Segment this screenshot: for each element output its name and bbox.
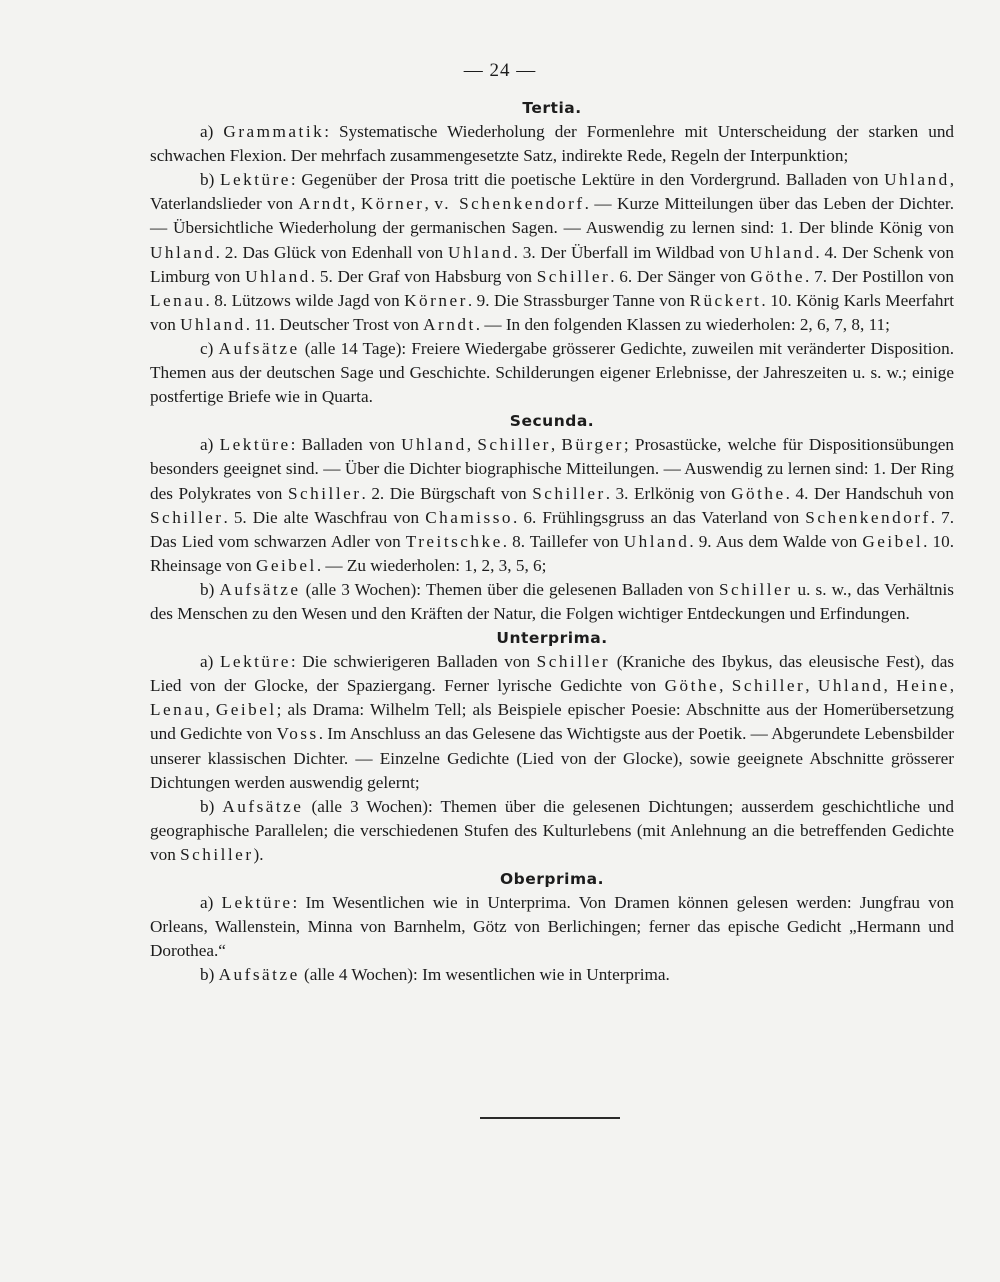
text-run: . 10. Rheinsage von — [150, 531, 955, 575]
spaced-emphasis: Lektüre — [219, 170, 291, 190]
section — [150, 409, 954, 626]
text-run: . Im Anschluss an das Gelesene das Wichtigste aus der Poetik. — Abgerundete Lebensbilder unserer klassischen Dichter. — Einzelne Gedichte (Lied von der Glocke), sowie geeignete Abschnitte grösserer Dichtungen werden auswendig gelernt; — [150, 724, 954, 792]
spaced-emphasis: Uhland — [749, 242, 816, 262]
text-run: ; Prosastücke, welche für Dispositionsübungen besonders geeignet sind. — Über die Dichter biographische Mitteilungen. — Auswendig zu lernen sind: 1. Der Ring des Polykrates von — [150, 435, 955, 503]
text-run: . 2. Die Bürgschaft von — [361, 483, 533, 503]
spaced-emphasis: Aufsätze — [218, 965, 300, 985]
text-run: . 3. Der Überfall im Wildbad von — [513, 242, 750, 262]
spaced-emphasis: Bürger — [561, 435, 624, 455]
text-run: b) — [200, 965, 219, 985]
spaced-emphasis: Lektüre — [221, 893, 293, 913]
spaced-emphasis: Geibel — [255, 555, 317, 575]
spaced-emphasis: Uhland — [401, 435, 467, 455]
paragraph — [150, 578, 954, 626]
section-heading: Secunda. — [509, 412, 595, 431]
text-run: (alle 3 Wochen): Themen über die gelesenen Balladen von — [300, 579, 719, 599]
spaced-emphasis: Uhland — [245, 266, 311, 286]
text-run: . 7. Der Postillon von — [805, 266, 954, 286]
spaced-emphasis: Körner — [404, 290, 468, 310]
spaced-emphasis: Lenau — [150, 290, 206, 310]
paragraph — [150, 168, 954, 337]
text-run: , Vaterlandslieder von — [150, 170, 954, 214]
text-run: c) — [200, 338, 219, 358]
spaced-emphasis: Aufsätze — [218, 338, 300, 358]
spaced-emphasis: Arndt — [423, 314, 476, 334]
text-run: : Im Wesentlichen wie in Unterprima. Von Dramen können gelesen werden: Jungfrau von Orleans, Wallenstein, Minna von Barnhelm, Götz von Berlichingen; ferner das epische Gedicht „Hermann und Dorothea.“ — [150, 893, 954, 961]
text-run: . — Kurze Mitteilungen über das Leben der Dichter. — Übersichtliche Wiederholung der germanischen Sagen. — Auswendig zu lernen sind: 1. Der blinde König von — [150, 194, 955, 238]
spaced-emphasis: Körner — [360, 194, 425, 214]
paragraph — [150, 120, 954, 168]
paragraph — [150, 433, 954, 578]
spaced-emphasis: Schiller — [287, 483, 362, 503]
spaced-emphasis: Uhland — [884, 170, 950, 190]
spaced-emphasis: Uhland — [447, 242, 514, 262]
spaced-emphasis: v. Schenkendorf — [434, 194, 585, 214]
text-run: . 4. Der Schenk von Limburg von — [150, 242, 954, 286]
text-run: (Kraniche des Ibykus, das eleusische Fest), das Lied von der Glocke, der Spaziergang. Ferner lyrische Gedichte von — [150, 652, 955, 696]
section-heading: Unterprima. — [496, 629, 608, 648]
spaced-emphasis: Schiller — [150, 507, 224, 527]
text-run: , — [466, 435, 478, 455]
paragraph — [150, 891, 954, 963]
spaced-emphasis: Uhland — [623, 531, 690, 551]
text-run: . 6. Frühlingsgruss an das Vaterland von — [513, 507, 806, 527]
spaced-emphasis: Uhland — [150, 242, 216, 262]
spaced-emphasis: Aufsätze — [219, 579, 301, 599]
text-run: , — [883, 676, 897, 696]
text-run: . 9. Aus dem Walde von — [689, 531, 863, 551]
spaced-emphasis: Lektüre — [219, 652, 291, 672]
paragraph — [150, 337, 954, 409]
spaced-emphasis: Grammatik — [223, 122, 325, 142]
text-run: : Balladen von — [290, 435, 402, 455]
text-run: a) — [200, 122, 224, 142]
text-run: a) — [200, 652, 220, 672]
spaced-emphasis: Schenkendorf — [805, 507, 931, 527]
text-run: . — In den folgenden Klassen zu wiederholen: 2, 6, 7, 8, 11; — [475, 314, 890, 334]
spaced-emphasis: Schiller — [477, 435, 551, 455]
spaced-emphasis: Rückert — [689, 290, 762, 310]
text-run: . 4. Der Handschuh von — [785, 483, 954, 503]
text-run: . 8. Lützows wilde Jagd von — [205, 290, 405, 310]
spaced-emphasis: Schiller — [718, 579, 793, 599]
spaced-emphasis: Geibel — [215, 700, 277, 720]
text-run: ; als Drama: Wilhelm Tell; als Beispiele epischer Poesie: Abschnitte aus der Homerübersetzung und Gedichte von — [150, 700, 955, 744]
text-run: a) — [200, 893, 222, 913]
text-run: , — [949, 676, 955, 696]
spaced-emphasis: Voss — [276, 724, 319, 744]
text-run: , — [424, 194, 435, 214]
text-run: . 11. Deutscher Trost von — [245, 314, 424, 334]
section-heading: Oberprima. — [500, 870, 604, 888]
text-run: : Gegenüber der Prosa tritt die poetische Lektüre in den Vordergrund. Balladen von — [290, 170, 885, 190]
text-run: . 8. Taillefer von — [502, 531, 624, 551]
text-run: b) — [200, 579, 220, 599]
end-rule — [480, 1117, 620, 1119]
text-run: . 6. Der Sänger von — [610, 266, 751, 286]
spaced-emphasis: Göthe — [664, 676, 720, 696]
text-run: . — Zu wiederholen: 1, 2, 3, 5, 6; — [316, 555, 547, 575]
text-run: (alle 4 Wochen): Im wesentlichen wie in Unterprima. — [299, 965, 670, 985]
text-run: . 9. Die Strassburger Tanne von — [467, 290, 690, 310]
spaced-emphasis: Geibel — [862, 531, 924, 551]
text-run: ). — [253, 844, 264, 864]
paragraph — [150, 650, 954, 795]
text-run: . 2. Das Glück von Edenhall von — [215, 242, 448, 262]
spaced-emphasis: Chamisso — [425, 507, 513, 527]
page-number: — 24 — — [463, 60, 537, 81]
text-run: , — [719, 676, 732, 696]
spaced-emphasis: Uhland — [817, 676, 884, 696]
section — [150, 96, 954, 409]
spaced-emphasis: Schiller — [536, 652, 611, 672]
spaced-emphasis: Schiller — [731, 676, 806, 696]
section — [150, 867, 954, 987]
text-run: (alle 14 Tage): Freiere Wiedergabe grösserer Gedichte, zuweilen mit veränderter Disposition. Themen aus der deutschen Sage und Geschichte. Schilderungen eigener Erlebnisse, der Jahreszeiten u. s. w.; einige postfertige Briefe wie in Quarta. — [150, 338, 955, 407]
spaced-emphasis: Heine — [896, 676, 950, 696]
text-run: . 3. Erlkönig von — [605, 483, 732, 503]
spaced-emphasis: Lektüre — [219, 435, 291, 455]
spaced-emphasis: Uhland — [180, 314, 246, 334]
text-run: , — [351, 194, 361, 214]
text-run: , — [550, 435, 562, 455]
section — [150, 626, 954, 867]
text-run: b) — [200, 796, 223, 816]
text-run: . 7. Das Lied vom schwarzen Adler von — [150, 507, 954, 551]
text-run: b) — [200, 170, 220, 190]
text-run: : Die schwierigeren Balladen von — [290, 652, 537, 672]
page-content — [150, 96, 954, 987]
spaced-emphasis: Schiller — [536, 266, 611, 286]
text-run: . 5. Die alte Waschfrau von — [223, 507, 426, 527]
spaced-emphasis: Treitschke — [405, 531, 503, 551]
text-run: u. s. w., das Verhältnis des Menschen zu den Wesen und den Kräften der Natur, die Folgen wichtiger Entdeckungen und Erfindungen. — [150, 579, 954, 623]
paragraph — [150, 963, 954, 987]
section-heading: Tertia. — [522, 99, 582, 117]
spaced-emphasis: Schiller — [180, 844, 254, 864]
text-run: a) — [200, 435, 220, 455]
spaced-emphasis: Göthe — [731, 483, 786, 503]
text-run: . 10. König Karls Meerfahrt von — [150, 290, 954, 334]
text-run: : Systematische Wiederholung der Formenlehre mit Unterscheidung der starken und schwachen Flexion. Der mehrfach zusammengesetzte Satz, indirekte Rede, Regeln der Interpunktion; — [150, 122, 954, 166]
text-run: , — [805, 676, 818, 696]
text-run: , — [205, 700, 216, 720]
paragraph — [150, 795, 954, 867]
spaced-emphasis: Göthe — [750, 266, 806, 286]
spaced-emphasis: Arndt — [298, 194, 352, 214]
spaced-emphasis: Aufsätze — [222, 796, 304, 816]
text-run: (alle 3 Wochen): Themen über die gelesenen Dichtungen; ausserdem geschichtliche und geographische Parallelen; die verschiedenen Stufen des Kulturlebens (mit Anlehnung an die betreffenden Gedichte von — [150, 796, 954, 864]
spaced-emphasis: Schiller — [532, 483, 606, 503]
text-run: . 5. Der Graf von Habsburg von — [310, 266, 537, 286]
spaced-emphasis: Lenau — [150, 700, 206, 720]
